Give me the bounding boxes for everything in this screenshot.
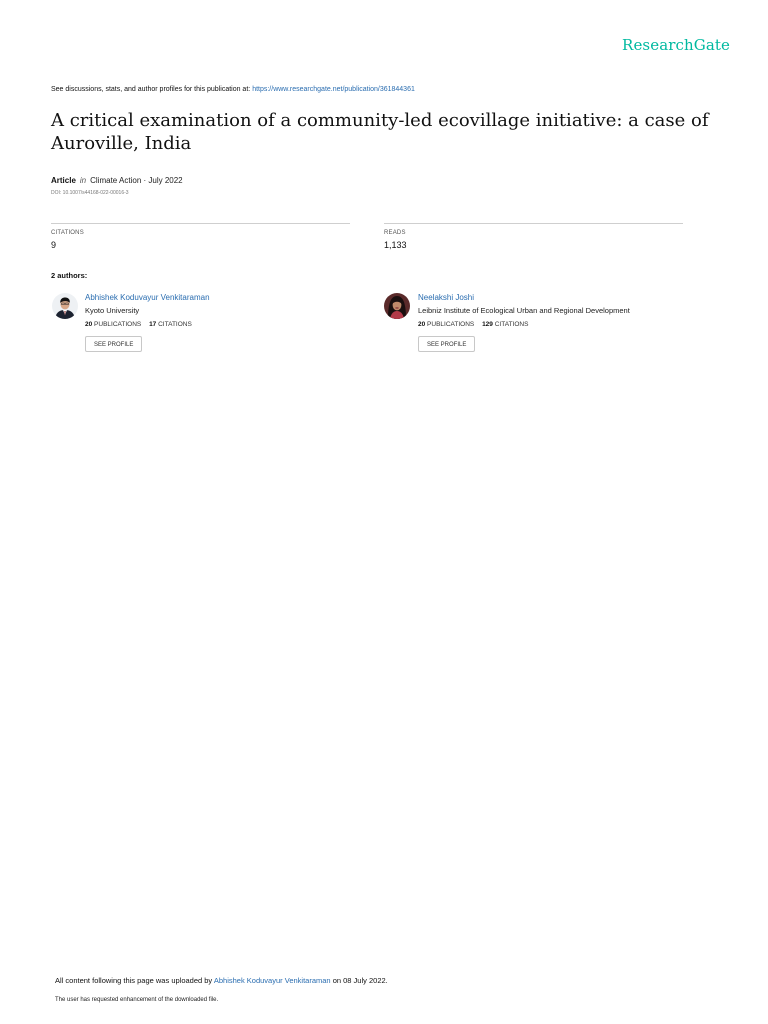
author-publications-label: PUBLICATIONS xyxy=(427,321,475,328)
avatar-photo-icon xyxy=(384,293,410,319)
uploader-name-link[interactable]: Abhishek Koduvayur Venkitaraman xyxy=(213,976,331,985)
upload-prefix: All content following this page was uploaded by xyxy=(55,976,213,985)
publication-type: Article xyxy=(51,176,76,185)
reads-value: 1,133 xyxy=(384,240,407,250)
author-publications-label: PUBLICATIONS xyxy=(94,321,142,328)
journal-date[interactable]: Climate Action · July 2022 xyxy=(90,176,183,185)
doi: DOI: 10.1007/s44168-022-00016-3 xyxy=(51,190,129,196)
author-publications-count: 20 xyxy=(85,321,93,328)
author-name-link[interactable]: Neelakshi Joshi xyxy=(418,293,475,302)
publication-url-link[interactable]: https://www.researchgate.net/publication/361844361 xyxy=(252,86,415,93)
publication-title: A critical examination of a community-led ecovillage initiative: a case of Auroville, India xyxy=(51,110,709,154)
researchgate-logo[interactable]: ResearchGate xyxy=(622,36,730,54)
author-stats xyxy=(85,321,192,328)
authors-heading: 2 authors: xyxy=(51,271,88,280)
author-avatar[interactable] xyxy=(384,293,410,319)
in-word: in xyxy=(79,176,87,185)
author-publications-count: 20 xyxy=(418,321,426,328)
citations-label: CITATIONS xyxy=(51,230,84,236)
citations-value: 9 xyxy=(51,240,57,250)
reads-label: READS xyxy=(384,230,406,236)
author-citations-label: CITATIONS xyxy=(158,321,192,328)
author-citations-label: CITATIONS xyxy=(494,321,529,328)
see-profile-button[interactable]: SEE PROFILE xyxy=(85,336,142,352)
author-name-link[interactable]: Abhishek Koduvayur Venkitaraman xyxy=(85,293,210,302)
author-institution: Leibniz Institute of Ecological Urban and Regional Development xyxy=(418,306,630,315)
author-citations-count: 129 xyxy=(482,321,493,328)
author-institution: Kyoto University xyxy=(85,306,140,315)
citations-divider xyxy=(51,223,350,224)
enhancement-note: The user has requested enhancement of the downloaded file. xyxy=(55,997,219,1003)
see-profile-button[interactable]: SEE PROFILE xyxy=(418,336,475,352)
author-citations-count: 17 xyxy=(149,321,157,328)
upload-notice xyxy=(55,976,388,985)
discussion-prefix: See discussions, stats, and author profiles for this publication at: xyxy=(51,86,251,93)
author-avatar[interactable] xyxy=(52,293,78,319)
upload-suffix: on 08 July 2022. xyxy=(332,976,388,985)
article-meta xyxy=(51,176,183,185)
author-name[interactable] xyxy=(85,293,210,302)
discussion-line xyxy=(51,86,415,93)
avatar-photo-icon xyxy=(52,293,78,319)
author-stats xyxy=(418,321,528,328)
author-name[interactable] xyxy=(418,293,474,302)
reads-divider xyxy=(384,223,683,224)
